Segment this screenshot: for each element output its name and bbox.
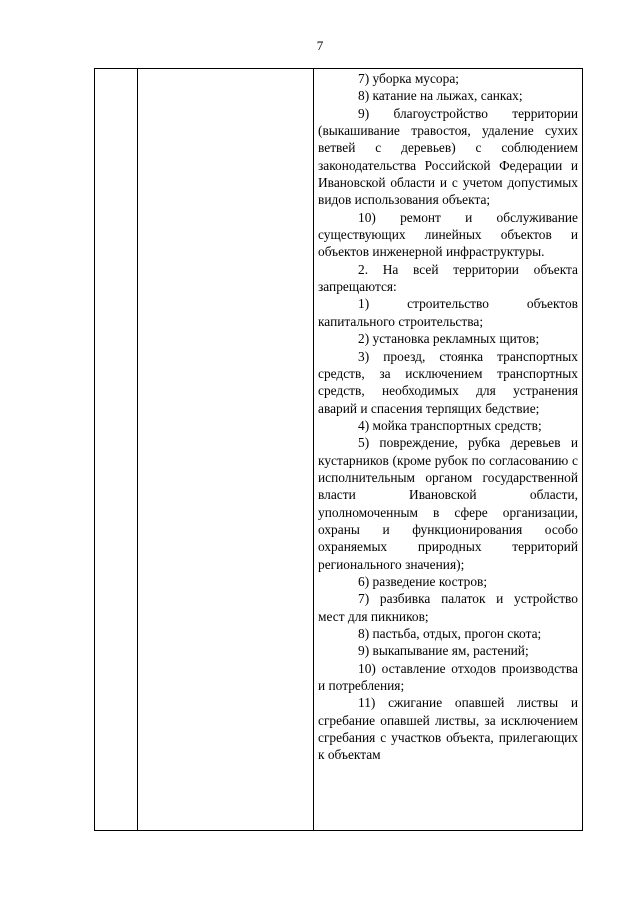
- paragraph: 10) оставление отходов производства и потребления;: [318, 660, 578, 694]
- paragraph: 4) мойка транспортных средств;: [358, 417, 542, 433]
- paragraph: 2. На всей территории объекта запрещаются:: [318, 261, 578, 295]
- paragraph: 6) разведение костров;: [358, 573, 488, 589]
- table-cell-regime: [314, 69, 583, 831]
- paragraph: 9) выкапывание ям, растений;: [358, 643, 529, 659]
- paragraph: 5) повреждение, рубка деревьев и кустарников (кроме рубок по согласованию с исполнительным органом государственной власти Ивановской области, уполномоченным в сфере организации, охраны и функционирования особо охраняемых природных территорий регионального значения);: [318, 435, 578, 572]
- paragraph: 3) проезд, стоянка транспортных средств, за исключением транспортных средств, необходимых для устранения аварий и спасения терпящих бедствие;: [318, 348, 578, 416]
- paragraph: 9) благоустройство территории (выкашивание травостоя, удаление сухих ветвей с деревьев) с соблюдением законодательства Российской Федерации и Ивановской области и с учетом допустимых видов использования объекта;: [318, 105, 578, 208]
- regime-text: [314, 69, 582, 764]
- page-number: 7: [316, 38, 324, 53]
- paragraph: 7) разбивка палаток и устройство мест для пикников;: [318, 591, 578, 624]
- table-cell-name: [138, 69, 314, 831]
- paragraph: 1) строительство объектов капитального строительства;: [318, 296, 578, 329]
- paragraph: 10) ремонт и обслуживание существующих линейных объектов и объектов инженерной инфраструктуры.: [318, 209, 578, 260]
- paragraph: 11) сжигание опавшей листвы и сгребание опавшей листвы, за исключением сгребания с участков объекта, прилегающих к объектам: [318, 695, 578, 763]
- table-cell-number: [95, 69, 138, 831]
- paragraph: 8) пастьба, отдых, прогон скота;: [358, 626, 542, 641]
- paragraph: 7) уборка мусора;: [358, 71, 459, 86]
- paragraph: 2) установка рекламных щитов;: [358, 331, 540, 347]
- paragraph: 8) катание на лыжах, санках;: [358, 88, 523, 104]
- table-row: [95, 69, 583, 831]
- document-table: [94, 68, 583, 831]
